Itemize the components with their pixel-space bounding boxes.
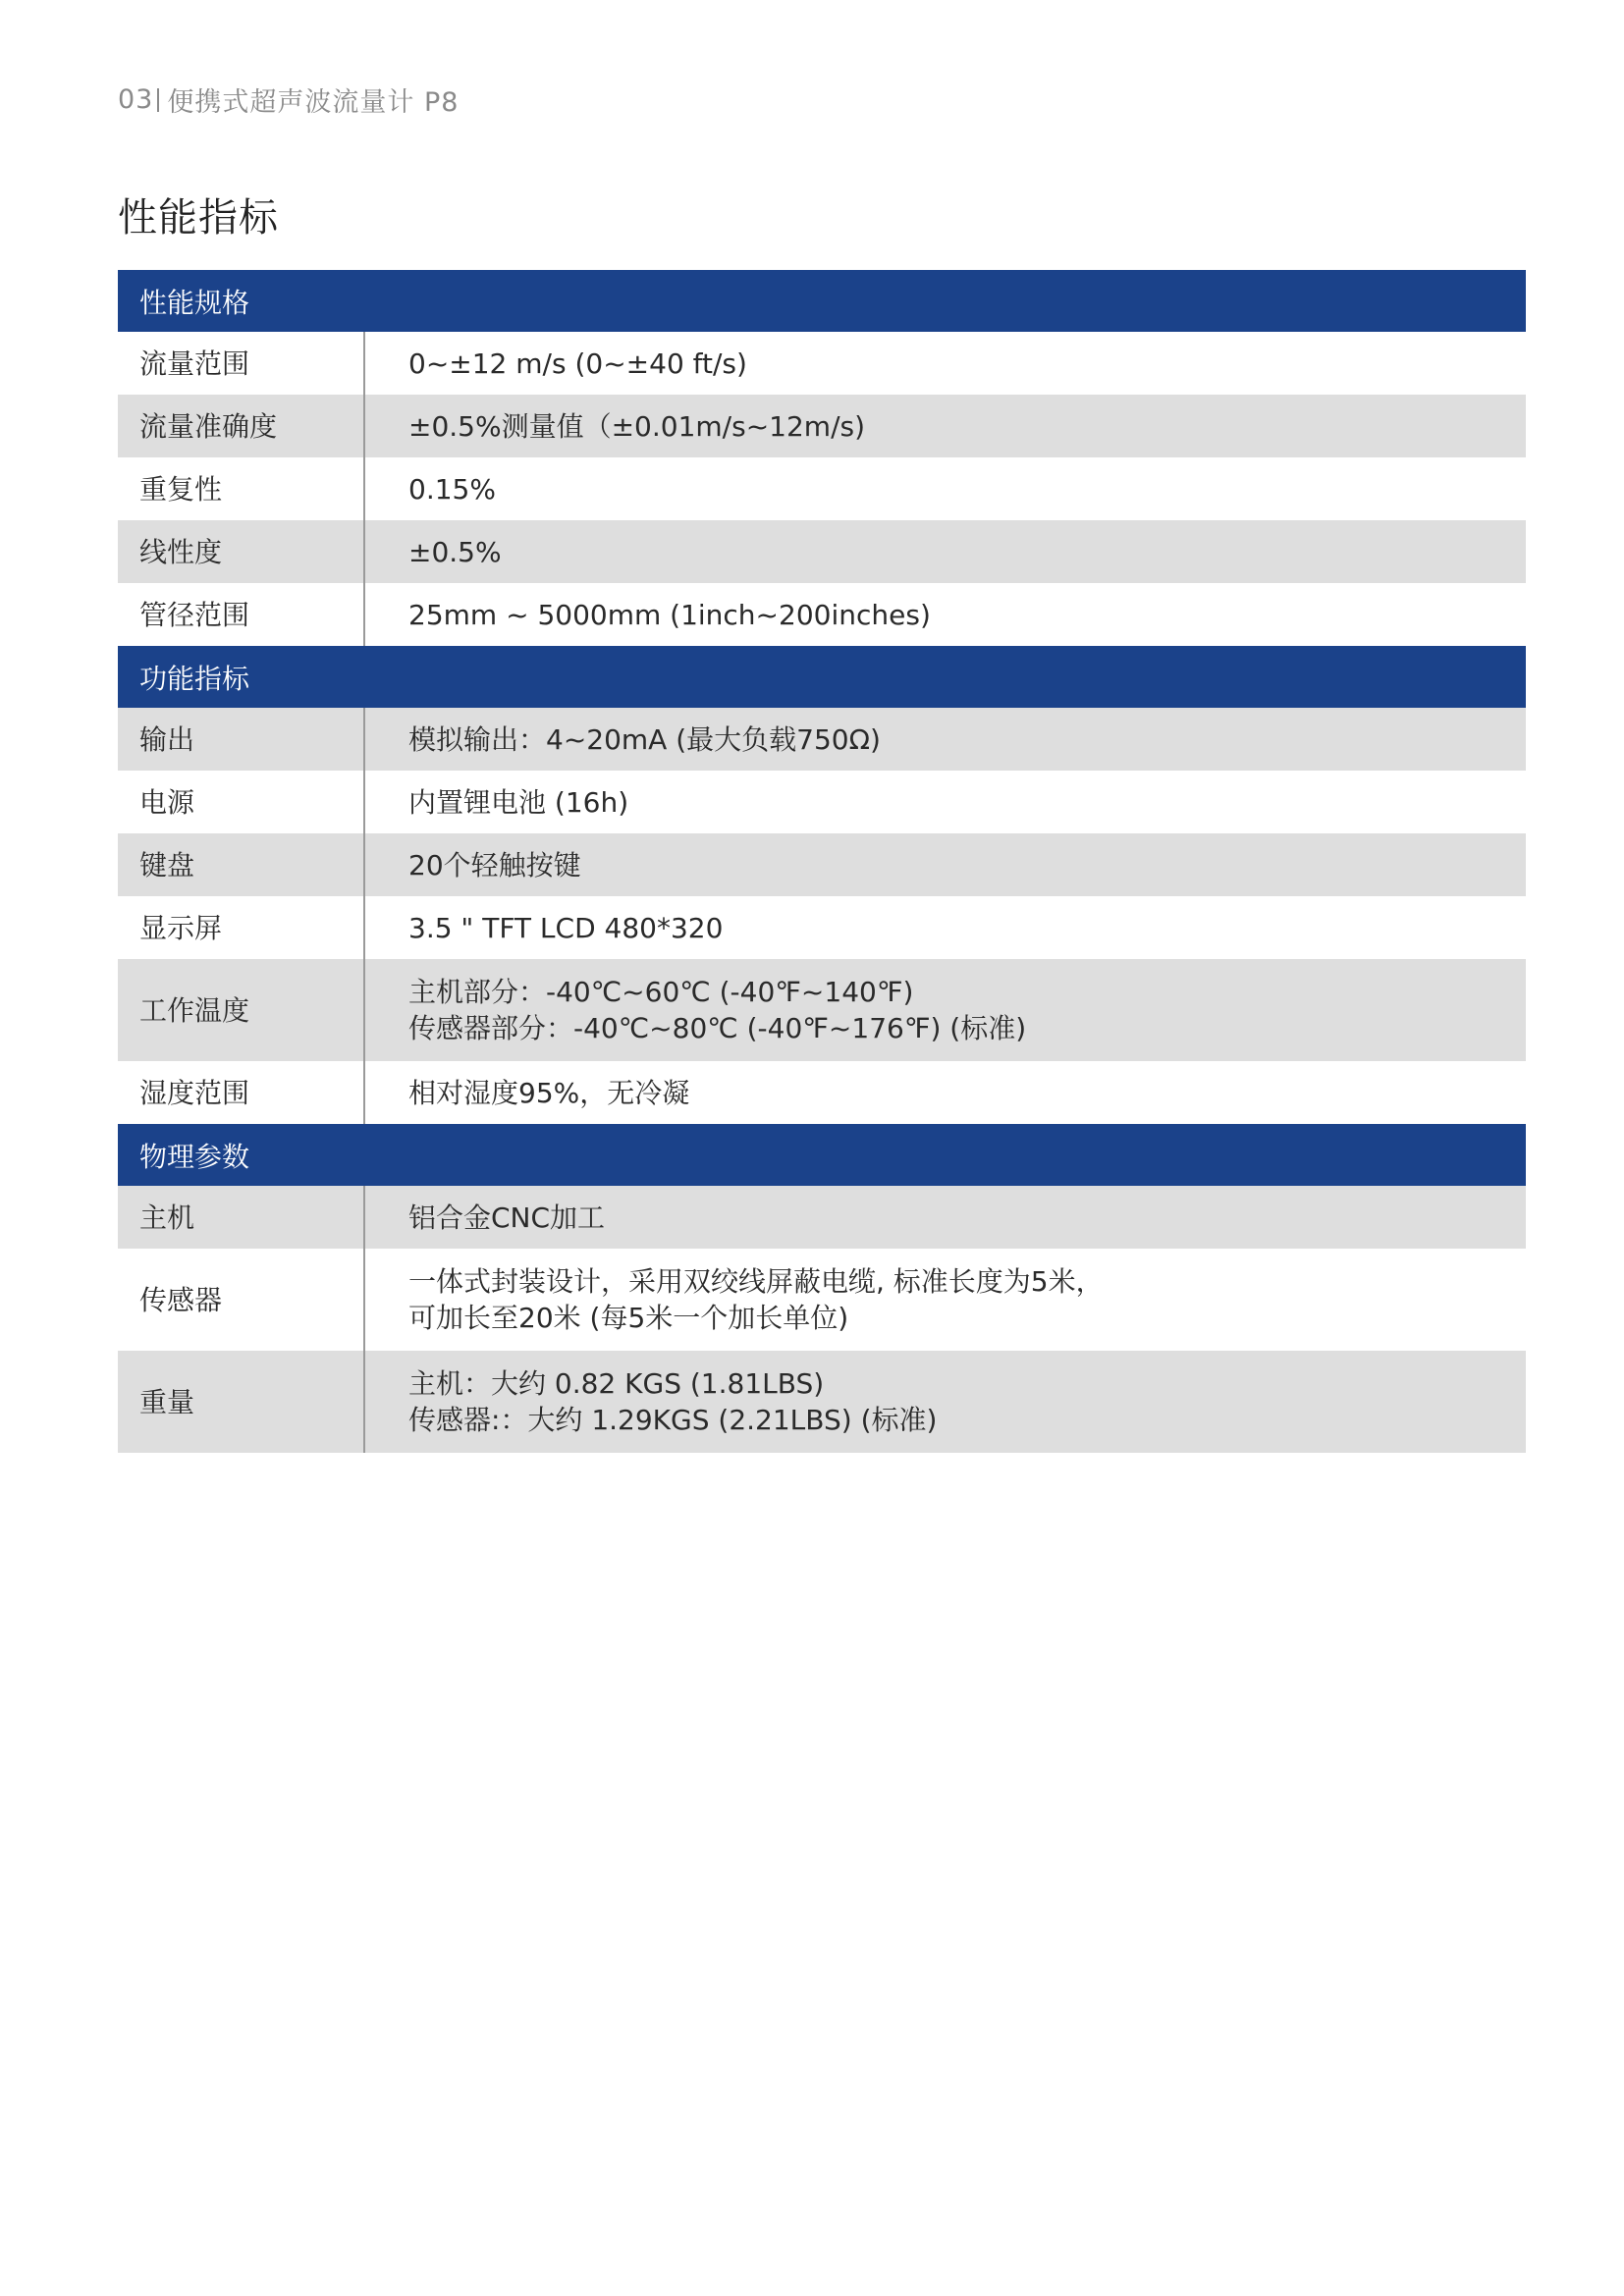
row-label: 显示屏 xyxy=(118,896,364,959)
table-row xyxy=(118,1351,1526,1453)
section-header-function xyxy=(118,646,1526,708)
table-row xyxy=(118,833,1526,896)
row-value xyxy=(364,771,1526,833)
row-label: 管径范围 xyxy=(118,583,364,646)
value-line: 主机部分：-40℃~60℃ (-40℉~140℉) xyxy=(408,976,914,1008)
row-value xyxy=(364,833,1526,896)
row-label: 键盘 xyxy=(118,833,364,896)
row-value xyxy=(364,520,1526,583)
page-header xyxy=(118,80,459,119)
table-row xyxy=(118,771,1526,833)
row-label: 湿度范围 xyxy=(118,1061,364,1124)
row-value xyxy=(364,959,1526,1061)
table-row xyxy=(118,1186,1526,1249)
row-label: 流量范围 xyxy=(118,332,364,395)
value-line: 模拟输出：4~20mA (最大负载750Ω) xyxy=(408,722,881,756)
row-label: 传感器 xyxy=(118,1249,364,1351)
row-label: 线性度 xyxy=(118,520,364,583)
table-row xyxy=(118,520,1526,583)
table-row xyxy=(118,395,1526,457)
value-line: 3.5 " TFT LCD 480*320 xyxy=(408,911,724,944)
row-label: 流量准确度 xyxy=(118,395,364,457)
value-line: 主机：大约 0.82 KGS (1.81LBS) xyxy=(408,1367,825,1400)
header-divider xyxy=(157,88,159,112)
table-row xyxy=(118,959,1526,1061)
table-row xyxy=(118,457,1526,520)
row-label: 输出 xyxy=(118,708,364,771)
value-line: 25mm ~ 5000mm (1inch~200inches) xyxy=(408,598,931,631)
row-value xyxy=(364,457,1526,520)
row-value xyxy=(364,1249,1526,1351)
table-row xyxy=(118,896,1526,959)
value-line: 可加长至20米 (每5米一个加长单位) xyxy=(408,1302,849,1334)
row-value xyxy=(364,708,1526,771)
value-line: ±0.5% xyxy=(408,535,502,568)
row-value xyxy=(364,583,1526,646)
page-number: 03 xyxy=(118,84,154,115)
value-line: 0~±12 m/s (0~±40 ft/s) xyxy=(408,347,747,380)
page-title: 性能指标 xyxy=(118,195,279,240)
value-line: 20个轻触按键 xyxy=(408,848,581,881)
value-line: 相对湿度95%，无冷凝 xyxy=(408,1076,690,1109)
value-line: 传感器部分：-40℃~80℃ (-40℉~176℉) (标准) xyxy=(408,1012,1027,1044)
product-name: 便携式超声波流量计 P8 xyxy=(167,87,460,118)
row-value xyxy=(364,1351,1526,1453)
row-label: 主机 xyxy=(118,1186,364,1249)
row-value xyxy=(364,1061,1526,1124)
table-row xyxy=(118,332,1526,395)
value-line: 一体式封装设计，采用双绞线屏蔽电缆, 标准长度为5米， xyxy=(408,1265,1104,1298)
section-title: 功能指标 xyxy=(118,646,1526,708)
table-row xyxy=(118,1061,1526,1124)
row-label: 重复性 xyxy=(118,457,364,520)
row-value xyxy=(364,332,1526,395)
section-title: 性能规格 xyxy=(118,270,1526,332)
table-row xyxy=(118,583,1526,646)
row-value xyxy=(364,896,1526,959)
section-title: 物理参数 xyxy=(118,1124,1526,1186)
row-label: 重量 xyxy=(118,1351,364,1453)
value-line: 0.15% xyxy=(408,472,496,506)
table-row xyxy=(118,708,1526,771)
spec-table xyxy=(118,270,1526,1453)
value-line: ±0.5%测量值（±0.01m/s~12m/s) xyxy=(408,409,866,443)
row-value xyxy=(364,395,1526,457)
row-label: 电源 xyxy=(118,771,364,833)
value-line: 内置锂电池 (16h) xyxy=(408,785,629,819)
section-header-physical xyxy=(118,1124,1526,1186)
row-label: 工作温度 xyxy=(118,959,364,1061)
table-row xyxy=(118,1249,1526,1351)
value-line: 传感器:：大约 1.29KGS (2.21LBS) (标准) xyxy=(408,1404,938,1436)
section-header-performance xyxy=(118,270,1526,332)
row-value xyxy=(364,1186,1526,1249)
value-line: 铝合金CNC加工 xyxy=(408,1201,606,1234)
